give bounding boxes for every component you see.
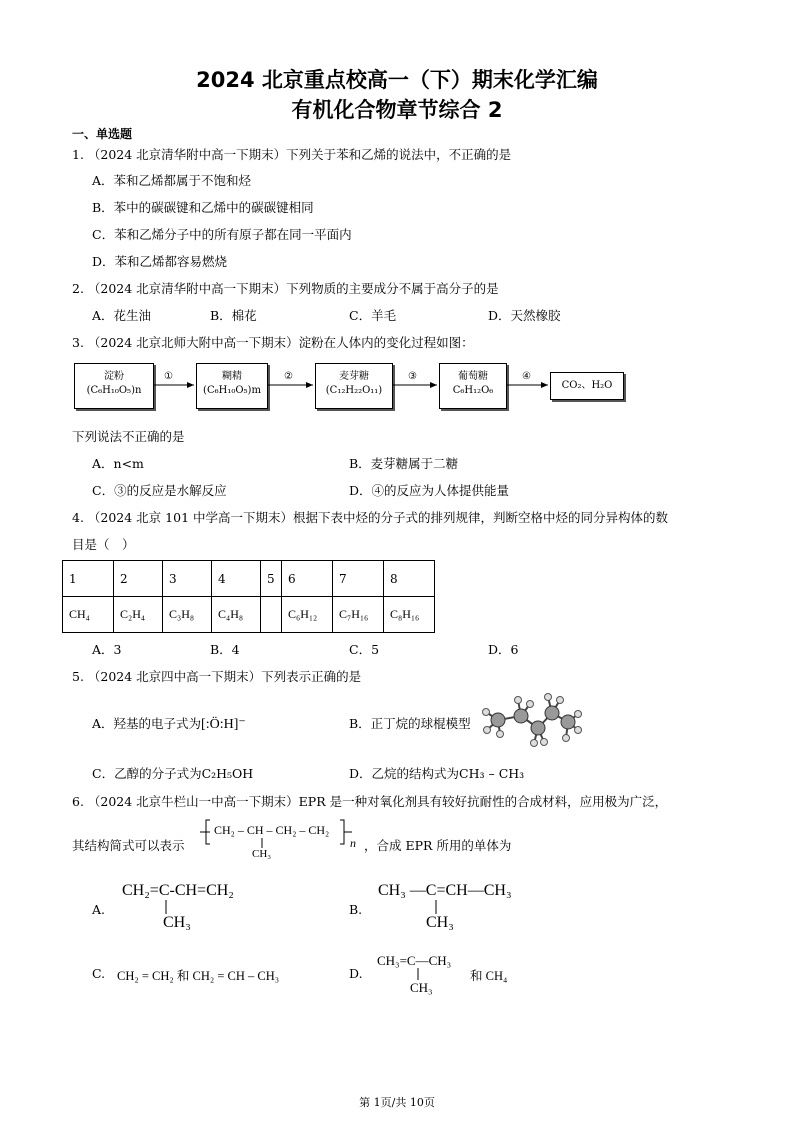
q3-option-d: D．④的反应为人体提供能量 xyxy=(349,483,510,498)
q6-option-b-bond xyxy=(433,900,439,914)
q5-option-d: D．乙烷的结构式为CH₃ – CH₃ xyxy=(349,766,525,781)
q1-option-a: A．苯和乙烯都属于不饱和烃 xyxy=(92,173,252,188)
question-6-stem-line2a: 其结构简式可以表示 xyxy=(72,838,185,853)
question-3-substem: 下列说法不正确的是 xyxy=(72,429,185,444)
table-row-numbers xyxy=(63,561,435,597)
table-row-formulas xyxy=(63,597,435,633)
q6-option-d-branch: CH₃ xyxy=(410,980,433,995)
page-title: 2024 北京重点校高一（下）期末化学汇编 xyxy=(196,68,598,92)
q6-option-b-label: B. xyxy=(349,902,363,917)
question-1-stem: 1. （2024 北京清华附中高一下期末）下列关于苯和乙烯的说法中，不正确的是 xyxy=(72,147,512,162)
q3-option-b: B．麦芽糖属于二糖 xyxy=(349,456,459,471)
q6-option-c-text: CH₂ = CH₂ 和 CH₂ = CH – CH₃ xyxy=(117,969,280,983)
table-cell: C₃H₈ xyxy=(163,597,212,633)
flow-step-4: ④ xyxy=(522,371,531,382)
table-cell: 5 xyxy=(261,561,282,597)
hydroxyl-electron-formula: [:Ö:H]⁻ xyxy=(201,717,246,732)
q4-option-a: A．3 xyxy=(92,642,122,657)
flow-box-maltose-name: 麦芽糖 xyxy=(339,371,369,382)
q5-option-b-text: B．正丁烷的球棍模型 xyxy=(349,716,471,731)
section-label: 一、单选题 xyxy=(72,127,133,141)
table-cell-blank xyxy=(261,597,282,633)
q2-option-c: C．羊毛 xyxy=(349,308,397,323)
table-cell: 6 xyxy=(282,561,333,597)
question-4-stem-line2: 目是（ ） xyxy=(72,537,135,552)
flow-box-glucose-name: 葡萄糖 xyxy=(458,371,488,382)
table-cell: CH₄ xyxy=(63,597,114,633)
q6-option-b-branch: CH₃ xyxy=(426,914,454,931)
flow-box-products-formula: CO₂、H₂O xyxy=(561,380,613,391)
question-6-stem-line1: 6. （2024 北京牛栏山一中高一下期末）EPR 是一种对氧化剂具有较好抗耐性的合成材料，应用极为广泛， xyxy=(72,794,668,809)
table-cell: 4 xyxy=(212,561,261,597)
table-cell: 3 xyxy=(163,561,212,597)
q6-option-d-main: CH₃=C—CH₃ xyxy=(377,953,452,968)
flow-box-maltose-formula: (C₁₂H₂₂O₁₁) xyxy=(325,385,383,396)
q1-option-c: C．苯和乙烯分子中的所有原子都在同一平面内 xyxy=(92,227,352,242)
q6-option-d-bond xyxy=(415,968,421,980)
flow-step-2: ② xyxy=(284,371,293,382)
table-cell: C₄H₈ xyxy=(212,597,261,633)
q6-option-b-main: CH₃ —C=CH—CH₃ xyxy=(378,882,512,899)
q6-option-d-tail: 和 CH₄ xyxy=(470,969,508,983)
flow-box-glucose-formula: C₆H₁₂O₆ xyxy=(452,385,494,396)
table-cell: C₂H₄ xyxy=(114,597,163,633)
q4-option-d: D．6 xyxy=(488,642,519,657)
q2-option-d: D．天然橡胶 xyxy=(488,308,561,323)
flow-box-starch-name: 淀粉 xyxy=(104,371,124,382)
q5-option-a xyxy=(92,714,246,733)
table-cell: 8 xyxy=(384,561,435,597)
polymer-branch: CH₃ xyxy=(252,848,272,860)
flow-step-1: ① xyxy=(164,371,173,382)
table-cell: C₆H₁₂ xyxy=(282,597,333,633)
q6-option-a-bond xyxy=(163,900,169,914)
question-5-stem: 5. （2024 北京四中高一下期末）下列表示正确的是 xyxy=(72,669,362,684)
page-number: 第 1页/共 10页 xyxy=(359,1096,435,1109)
q3-option-c: C．③的反应是水解反应 xyxy=(92,483,227,498)
table-cell: 2 xyxy=(114,561,163,597)
q5-option-a-text: A．羟基的电子式为 xyxy=(92,716,202,731)
q6-option-a-main: CH₂=C-CH=CH₂ xyxy=(122,882,234,899)
flow-box-starch-formula: (C₆H₁₀O₅)n xyxy=(86,385,142,396)
q1-option-b: B．苯中的碳碳键和乙烯中的碳碳键相同 xyxy=(92,200,314,215)
q3-option-a: A．n<m xyxy=(92,456,144,471)
question-2-stem: 2. （2024 北京清华附中高一下期末）下列物质的主要成分不属于高分子的是 xyxy=(72,281,499,296)
table-cell: 1 xyxy=(63,561,114,597)
q6-option-d-label: D. xyxy=(349,966,363,981)
question-6-stem-line2b: ，合成 EPR 所用的单体为 xyxy=(364,838,512,853)
q2-option-b: B．棉花 xyxy=(210,308,257,323)
q1-option-d: D．苯和乙烯都容易燃烧 xyxy=(92,254,228,269)
polymer-chain: CH₂ – CH – CH₂ – CH₂ xyxy=(214,823,330,837)
flow-box-dextrin-formula: (C₆H₁₀O₅)m xyxy=(203,385,261,396)
butane-ball-stick-model xyxy=(478,688,584,750)
q4-option-c: C．5 xyxy=(349,642,380,657)
q6-option-c-label: C. xyxy=(92,966,106,981)
flow-step-3: ③ xyxy=(408,371,417,382)
table-cell: C₇H₁₆ xyxy=(333,597,384,633)
q2-option-a: A．花生油 xyxy=(92,308,152,323)
question-3-stem: 3. （2024 北京北师大附中高一下期末）淀粉在人体内的变化过程如图： xyxy=(72,335,474,350)
q6-option-a-label: A. xyxy=(92,902,106,917)
q6-option-a-branch: CH₃ xyxy=(163,914,191,931)
flow-arrows xyxy=(0,0,794,420)
hydrocarbon-table xyxy=(62,560,435,633)
table-cell: 7 xyxy=(333,561,384,597)
q5-option-c: C．乙醇的分子式为C₂H₅OH xyxy=(92,766,254,781)
table-cell: C₈H₁₆ xyxy=(384,597,435,633)
question-4-stem-line1: 4. （2024 北京 101 中学高一下期末）根据下表中烃的分子式的排列规律，判断空格中烃的同分异构体的数 xyxy=(72,510,668,525)
polymer-n: n xyxy=(350,836,356,850)
q4-option-b: B．4 xyxy=(210,642,240,657)
page-subtitle: 有机化合物章节综合 2 xyxy=(291,98,503,122)
flow-box-dextrin-name: 糊精 xyxy=(222,371,242,382)
